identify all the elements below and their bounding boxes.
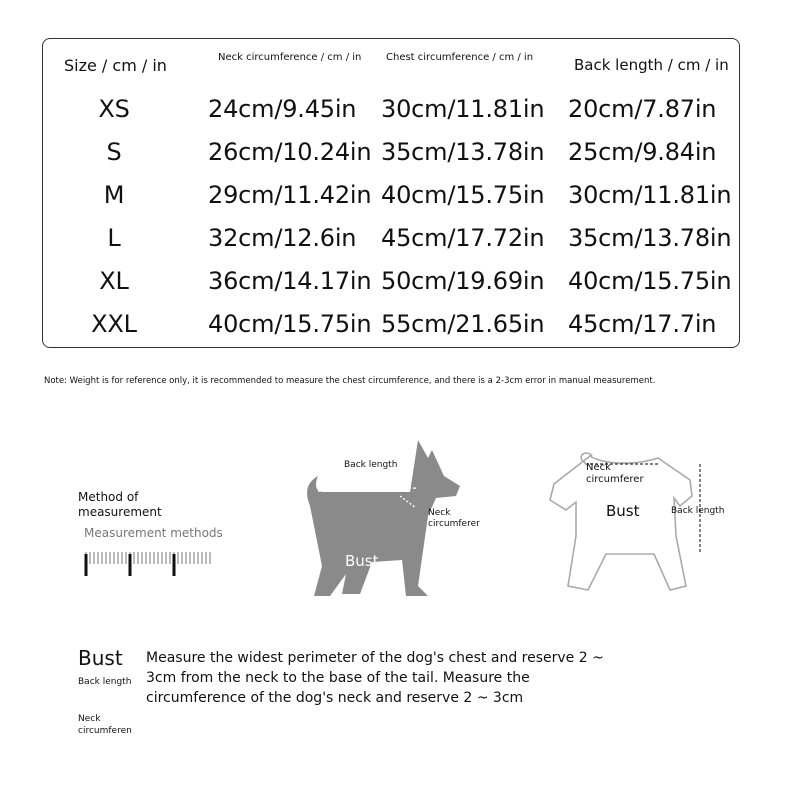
garment-neck-line1: Neck [586,462,611,473]
back-cell: 40cm/15.75in [568,267,732,295]
garment-neck-label [586,462,644,486]
size-cell: XS [98,95,130,123]
back-cell: 20cm/7.87in [568,95,717,123]
legend-back-length: Back length [78,677,132,687]
tape-measure-icon [82,546,222,580]
garment-bust-label: Bust [606,502,640,520]
dog-bust-label: Bust [345,552,379,570]
size-cell: L [107,224,121,252]
dog-neck-label [428,508,480,530]
back-cell: 25cm/9.84in [568,138,717,166]
header-size: Size / cm / in [64,56,167,75]
chest-cell: 45cm/17.72in [381,224,545,252]
size-cell: XL [99,267,129,295]
table-row [0,138,800,178]
chest-cell: 40cm/15.75in [381,181,545,209]
neck-cell: 40cm/15.75in [208,310,372,338]
garment-neck-line2: circumferer [586,474,644,485]
size-cell: M [103,181,125,209]
chest-cell: 35cm/13.78in [381,138,545,166]
table-row [0,181,800,221]
legend-neck [78,713,138,737]
table-row [0,224,800,264]
neck-cell: 32cm/12.6in [208,224,357,252]
back-cell: 30cm/11.81in [568,181,732,209]
method-title-line1: Method of [78,490,139,504]
header-neck: Neck circumference / cm / in [218,52,362,63]
measurement-description: Measure the widest perimeter of the dog's chest and reserve 2 ~ 3cm from the neck to the base of the tail. Measure the circumference of the dog's neck and reserve 2 ~ 3cm [146,650,604,706]
neck-cell: 24cm/9.45in [208,95,357,123]
chest-cell: 50cm/19.69in [381,267,545,295]
neck-cell: 36cm/14.17in [208,267,372,295]
header-chest: Chest circumference / cm / in [386,52,534,63]
legend-neck-line2: circumferen [78,726,132,736]
neck-cell: 29cm/11.42in [208,181,372,209]
method-subtitle: Measurement methods [84,526,223,540]
legend-bust: Bust [78,646,123,670]
table-row [0,310,800,350]
size-cell: XXL [91,310,137,338]
method-title-line2: measurement [78,505,162,519]
garment-back-length-label: Back length [671,506,725,516]
legend-neck-line1: Neck [78,714,101,724]
back-cell: 35cm/13.78in [568,224,732,252]
chest-cell: 55cm/21.65in [381,310,545,338]
chest-cell: 30cm/11.81in [381,95,545,123]
dog-back-length-label: Back length [344,460,398,470]
measurement-note: Note: Weight is for reference only, it is recommended to measure the chest circumference, and there is a 2-3cm error in manual measurement. [44,376,656,386]
method-title [78,490,162,520]
dog-neck-line1: Neck [428,508,451,518]
neck-cell: 26cm/10.24in [208,138,372,166]
back-cell: 45cm/17.7in [568,310,717,338]
size-cell: S [106,138,122,166]
table-row [0,95,800,135]
header-back: Back length / cm / in [574,56,729,74]
table-row [0,267,800,307]
dog-neck-line2: circumferer [428,519,480,529]
